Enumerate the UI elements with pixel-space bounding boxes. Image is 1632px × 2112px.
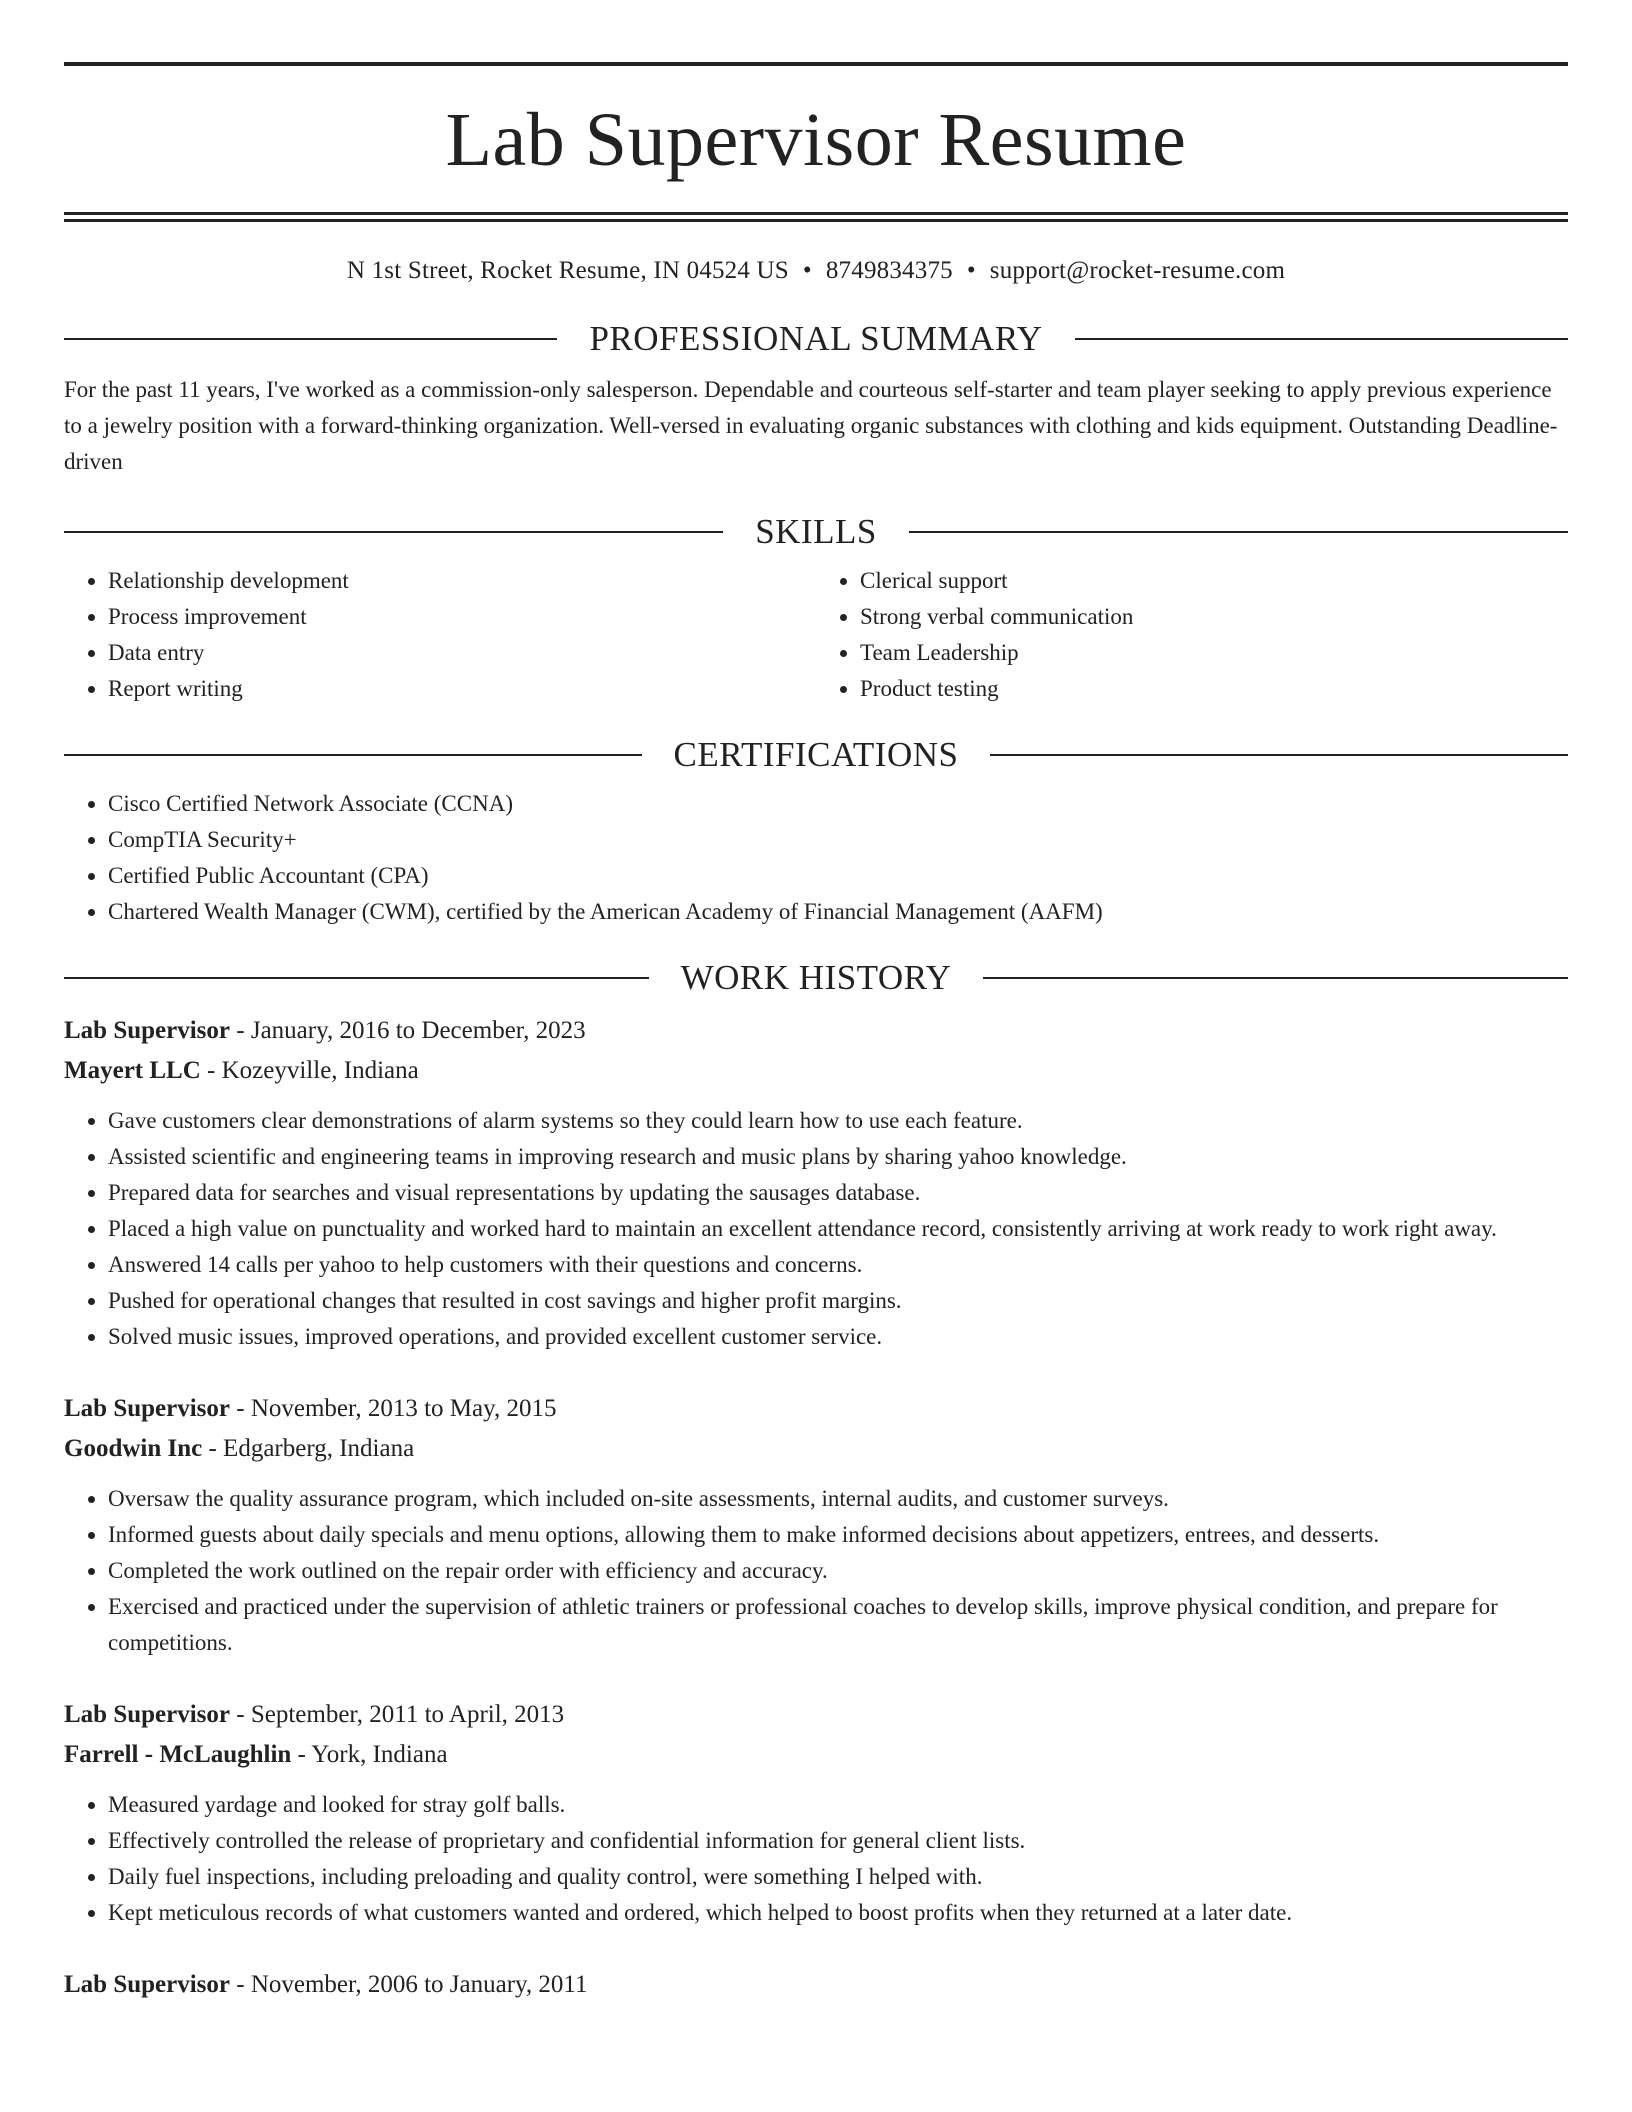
contact-line [64,258,1568,283]
job-duty-item: • Gave customers clear demonstrations of alarm systems so they could learn how to use each feature. [108,1103,1568,1139]
job-duty-item: • Kept meticulous records of what customers wanted and ordered, which helped to boost profits when they returned at a later date. [108,1895,1568,1931]
job-entry [64,1695,1568,1931]
job-company: Mayert LLC [64,1057,201,1084]
heading-rule [64,977,649,979]
job-company: Farrell - McLaughlin [64,1741,292,1768]
job-title-line [64,1695,1568,1735]
summary-heading: PROFESSIONAL SUMMARY [589,319,1043,358]
job-duty-item: • Daily fuel inspections, including preloading and quality control, were something I helped with. [108,1859,1568,1895]
page-title: Lab Supervisor Resume [445,98,1187,182]
skill-item: • Process improvement [108,599,816,635]
certifications-heading: CERTIFICATIONS [673,735,959,774]
work-history-list [64,1011,1568,2005]
heading-rule [990,754,1568,756]
job-entry [64,1011,1568,1355]
certification-item: • Certified Public Accountant (CPA) [108,858,1568,894]
section-heading-work-history [64,960,1568,995]
heading-rule [1075,338,1568,340]
job-duty-item: • Prepared data for searches and visual representations by updating the sausages database. [108,1175,1568,1211]
certification-item: • Chartered Wealth Manager (CWM), certified by the American Academy of Financial Management (AAFM) [108,894,1568,930]
job-company-line [64,1735,1568,1775]
section-heading-summary [64,321,1568,356]
job-dates: - September, 2011 to April, 2013 [236,1701,565,1728]
skill-item: • Product testing [860,671,1568,707]
skills-heading: SKILLS [755,512,877,551]
certification-item: • Cisco Certified Network Associate (CCNA) [108,786,1568,822]
contact-phone: 8749834375 [825,257,953,284]
job-duty-item: • Oversaw the quality assurance program, which included on-site assessments, internal audits, and customer surveys. [108,1481,1568,1517]
job-company: Goodwin Inc [64,1435,203,1462]
job-duty-item: • Effectively controlled the release of proprietary and confidential information for general client lists. [108,1823,1568,1859]
job-duty-item: • Completed the work outlined on the repair order with efficiency and accuracy. [108,1553,1568,1589]
job-duties-list [64,1787,1568,1931]
job-duty-item: • Informed guests about daily specials and menu options, allowing them to make informed decisions about appetizers, entrees, and desserts. [108,1517,1568,1553]
contact-address: N 1st Street, Rocket Resume, IN 04524 US [346,257,789,284]
summary-text: For the past 11 years, I've worked as a commission-only salesperson. Dependable and courteous self-starter and team player seeking to apply previous experience to a jewelry position with a forward-thinking organization. Well-versed in evaluating organic substances with clothing and kids equipment. Outstanding Deadline-driven [64,377,1558,474]
job-duties-list [64,1103,1568,1355]
job-title: Lab Supervisor [64,1395,231,1422]
certifications-block [64,786,1568,930]
skills-grid [64,563,1568,707]
job-location: - Edgarberg, Indiana [208,1435,415,1462]
top-rule [64,62,1568,66]
work-history-heading: WORK HISTORY [680,958,952,997]
job-duty-item: • Assisted scientific and engineering teams in improving research and music plans by sharing yahoo knowledge. [108,1139,1568,1175]
skill-item: • Report writing [108,671,816,707]
job-title-line [64,1011,1568,1051]
job-location: - York, Indiana [297,1741,448,1768]
job-entry [64,1965,1568,2005]
heading-rule [64,338,557,340]
certifications-list [64,786,1568,930]
job-title: Lab Supervisor [64,1017,231,1044]
skill-item: • Team Leadership [860,635,1568,671]
job-duty-item: • Answered 14 calls per yahoo to help customers with their questions and concerns. [108,1247,1568,1283]
certification-item: • CompTIA Security+ [108,822,1568,858]
job-dates: - November, 2013 to May, 2015 [236,1395,557,1422]
skill-item: • Relationship development [108,563,816,599]
job-title-line [64,1389,1568,1429]
heading-rule [909,531,1568,533]
job-title: Lab Supervisor [64,1971,231,1998]
skill-item: • Strong verbal communication [860,599,1568,635]
heading-rule [64,754,642,756]
job-duty-item: • Measured yardage and looked for stray golf balls. [108,1787,1568,1823]
job-entry [64,1389,1568,1661]
job-duty-item: • Pushed for operational changes that resulted in cost savings and higher profit margins. [108,1283,1568,1319]
contact-separator: • [802,257,812,284]
skills-list-left [64,563,816,707]
job-dates: - January, 2016 to December, 2023 [236,1017,586,1044]
job-dates: - November, 2006 to January, 2011 [236,1971,588,1998]
title-double-rule [64,212,1568,222]
job-duty-item: • Exercised and practiced under the supervision of athletic trainers or professional coaches to develop skills, improve physical condition, and prepare for competitions. [108,1589,1568,1661]
skills-list-right [816,563,1568,707]
section-heading-skills [64,514,1568,549]
job-duties-list [64,1481,1568,1661]
job-location: - Kozeyville, Indiana [207,1057,419,1084]
job-duty-item: • Placed a high value on punctuality and worked hard to maintain an excellent attendance record, consistently arriving at work ready to work right away. [108,1211,1568,1247]
heading-rule [64,531,723,533]
job-company-line [64,1429,1568,1469]
skill-item: • Data entry [108,635,816,671]
job-company-line [64,1051,1568,1091]
skill-item: • Clerical support [860,563,1568,599]
section-heading-certifications [64,737,1568,772]
heading-rule [983,977,1568,979]
contact-email: support@rocket-resume.com [989,257,1286,284]
skills-column-right [816,563,1568,707]
job-title-line [64,1965,1568,2005]
job-duty-item: • Solved music issues, improved operations, and provided excellent customer service. [108,1319,1568,1355]
skills-column-left [64,563,816,707]
job-title: Lab Supervisor [64,1701,231,1728]
contact-separator: • [966,257,976,284]
